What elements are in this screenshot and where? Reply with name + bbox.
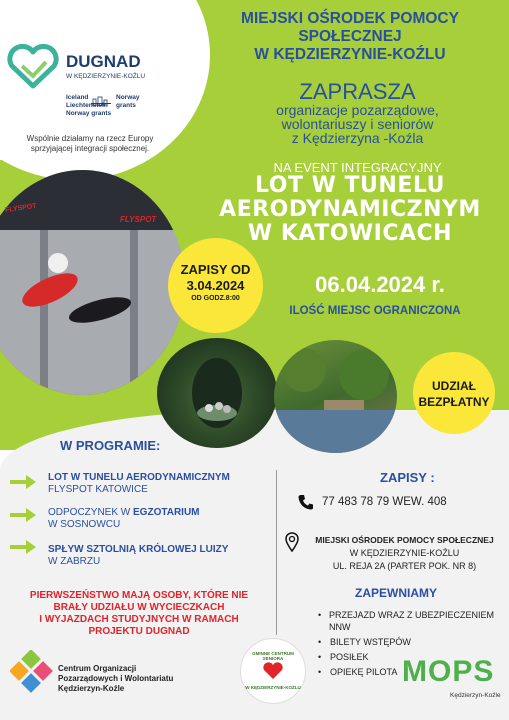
- grants-skyline-icon: [91, 93, 111, 104]
- location-pin-icon: [285, 532, 299, 552]
- flyspot-label: FLYSPOT: [120, 215, 157, 224]
- invitees: organizacje pozarządowe, wolontariuszy i seniorów z Kędzierzyna -Koźla: [276, 102, 439, 146]
- senior-center-logo: GMINNE CENTRUM SENIORA W KĘDZIERZYNIE-KOŹLU: [240, 638, 306, 704]
- program-item-3: SPŁYW SZTOLNIĄ KRÓLOWEJ LUIZY W ZABRZU: [48, 544, 229, 567]
- mops-logo: MOPS: [402, 655, 495, 688]
- list-item: • BILETY WSTĘPÓW: [318, 637, 411, 647]
- program-item-2: ODPOCZYNEK W EGZOTARIUM W SOSNOWCU: [48, 507, 200, 530]
- flyspot-left-label: FLYSPOT: [4, 202, 37, 215]
- arrow-icon: [10, 475, 36, 489]
- signup-badge-text: ZAPISY OD 3.04.2024 OD GODZ.8:00: [180, 262, 251, 302]
- egzotarium-photo: [274, 340, 397, 453]
- program-item-1: LOT W TUNELU AERODYNAMICZNYM FLYSPOT KATOWICE: [48, 472, 230, 495]
- grants-right-text: Norway grants: [116, 94, 140, 109]
- event-title: LOT W TUNELU AERODYNAMICZNYM W KATOWICACH: [219, 173, 481, 246]
- page-title: MIEJSKI OŚRODEK POMOCY SPOŁECZNEJ W KĘDZIERZYNIE-KOŹLU: [241, 10, 459, 63]
- mops-subtitle: Kędzierzyn-Koźle: [450, 692, 501, 699]
- signup-heading: ZAPISY :: [380, 470, 435, 485]
- mine-boat-photo: [157, 338, 277, 448]
- guarantee-heading: ZAPEWNIAMY: [355, 586, 437, 600]
- event-intro: NA EVENT INTEGRACYJNY: [273, 160, 442, 175]
- arrow-icon: [10, 540, 36, 554]
- list-item: • OPIEKĘ PILOTA: [318, 667, 398, 677]
- puzzle-logo-icon: [10, 650, 54, 694]
- heart-logo-icon: [6, 44, 61, 90]
- footer-org: Centrum Organizacji Pozarządowych i Wolontariatu Kędzierzyn-Koźle: [58, 664, 174, 693]
- event-date: 06.04.2024 r.: [315, 272, 445, 297]
- logo-subtitle: W KĘDZIERZYNIE-KOŹLU: [66, 73, 146, 80]
- list-item: • POSIŁEK: [318, 652, 369, 662]
- phone-number[interactable]: 77 483 78 79 WEW. 408: [322, 496, 447, 508]
- program-heading: W PROGRAMIE:: [60, 438, 161, 453]
- slogan: Wspólnie działamy na rzecz Europy sprzyjającej integracji społecznej.: [26, 134, 154, 153]
- phone-icon: [298, 494, 314, 510]
- limited-places: ILOŚĆ MIEJSC OGRANICZONA: [289, 305, 461, 317]
- logo-title: DUGNAD: [66, 52, 141, 71]
- arrow-icon: [10, 508, 36, 522]
- hands-heart-icon: [261, 661, 285, 681]
- invite-heading: ZAPRASZA: [299, 79, 416, 104]
- signup-address: MIEJSKI OŚRODEK POMOCY SPOŁECZNEJ W KĘDZIERZYNIE-KOŹLU UL. REJA 2A (PARTER POK. NR 8): [315, 535, 494, 571]
- list-item: • PRZEJAZD WRAZ Z UBEZPIECZENIEM NNW: [318, 610, 495, 632]
- free-badge-text: UDZIAŁ BEZPŁATNY: [418, 379, 490, 409]
- column-divider: [276, 470, 277, 635]
- grants-text: Iceland Liechtenstein Norway grants: [66, 94, 112, 117]
- priority-note: PIERWSZEŃSTWO MAJĄ OSOBY, KTÓRE NIE BRAŁY UDZIAŁU W WYCIECZKACH I WYJAZDACH STUDYJNYCH W RAMACH PROJEKTU DUGNAD: [29, 590, 249, 637]
